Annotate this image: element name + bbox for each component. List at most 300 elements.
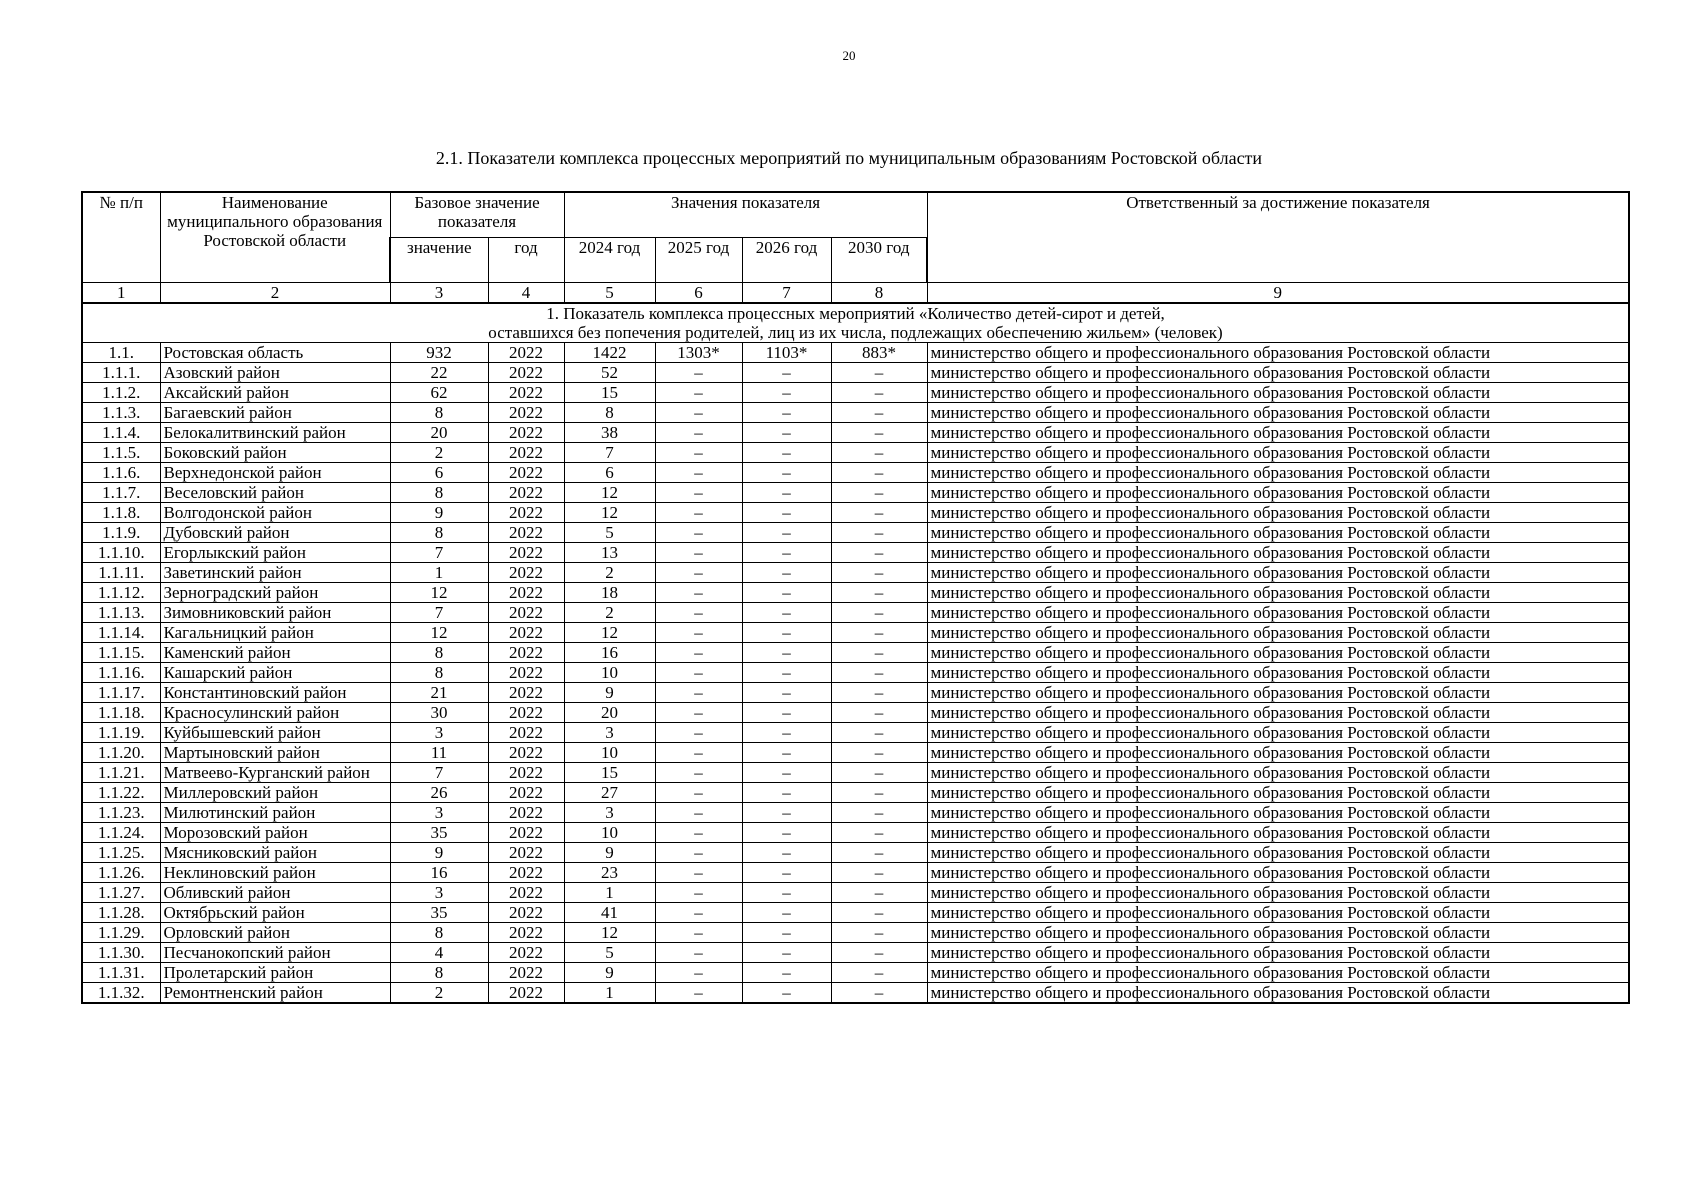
- table-row: [82, 483, 1629, 503]
- header-name: Наименование муниципального образования Ростовской области: [160, 192, 390, 283]
- responsible: министерство общего и профессионального образования Ростовской области: [927, 363, 1629, 383]
- responsible: министерство общего и профессионального образования Ростовской области: [927, 923, 1629, 943]
- district-name: Орловский район: [160, 923, 390, 943]
- responsible: министерство общего и профессионального образования Ростовской области: [927, 483, 1629, 503]
- responsible: министерство общего и профессионального образования Ростовской области: [927, 583, 1629, 603]
- value-2030: –: [831, 823, 927, 843]
- value-2026: –: [742, 863, 831, 883]
- district-name: Мясниковский район: [160, 843, 390, 863]
- base-value: 2: [390, 443, 488, 463]
- base-year: 2022: [488, 963, 564, 983]
- value-2025: –: [655, 963, 742, 983]
- base-year: 2022: [488, 823, 564, 843]
- value-2024: 23: [564, 863, 655, 883]
- district-name: Ремонтненский район: [160, 983, 390, 1004]
- table-row: [82, 363, 1629, 383]
- header-2026: 2026 год: [742, 238, 831, 283]
- row-number: 1.1.3.: [82, 403, 160, 423]
- value-2030: –: [831, 363, 927, 383]
- value-2030: –: [831, 403, 927, 423]
- value-2025: –: [655, 563, 742, 583]
- value-2026: –: [742, 983, 831, 1004]
- responsible: министерство общего и профессионального образования Ростовской области: [927, 803, 1629, 823]
- section-title-line-1: 1. Показатель комплекса процессных мероприятий «Количество детей-сирот и детей,: [546, 304, 1165, 323]
- row-number: 1.1.24.: [82, 823, 160, 843]
- value-2025: –: [655, 683, 742, 703]
- base-value: 8: [390, 643, 488, 663]
- base-year: 2022: [488, 883, 564, 903]
- row-number: 1.1.11.: [82, 563, 160, 583]
- value-2025: –: [655, 663, 742, 683]
- row-number: 1.1.30.: [82, 943, 160, 963]
- value-2030: –: [831, 723, 927, 743]
- base-year: 2022: [488, 383, 564, 403]
- district-name: Неклиновский район: [160, 863, 390, 883]
- table-row: [82, 603, 1629, 623]
- value-2030: –: [831, 983, 927, 1004]
- row-number: 1.1.14.: [82, 623, 160, 643]
- district-name: Заветинский район: [160, 563, 390, 583]
- district-name: Багаевский район: [160, 403, 390, 423]
- table-row: [82, 963, 1629, 983]
- value-2026: –: [742, 443, 831, 463]
- value-2024: 1422: [564, 343, 655, 363]
- row-number: 1.1.13.: [82, 603, 160, 623]
- table-row: [82, 383, 1629, 403]
- base-value: 932: [390, 343, 488, 363]
- value-2024: 5: [564, 523, 655, 543]
- responsible: министерство общего и профессионального образования Ростовской области: [927, 843, 1629, 863]
- value-2026: –: [742, 943, 831, 963]
- base-year: 2022: [488, 403, 564, 423]
- responsible: министерство общего и профессионального образования Ростовской области: [927, 423, 1629, 443]
- value-2024: 12: [564, 483, 655, 503]
- col-number: 2: [160, 283, 390, 304]
- table-row: [82, 423, 1629, 443]
- district-name: Обливский район: [160, 883, 390, 903]
- base-value: 7: [390, 603, 488, 623]
- base-value: 12: [390, 623, 488, 643]
- base-value: 11: [390, 743, 488, 763]
- base-year: 2022: [488, 363, 564, 383]
- value-2024: 15: [564, 763, 655, 783]
- col-number: 4: [488, 283, 564, 304]
- base-value: 26: [390, 783, 488, 803]
- value-2026: –: [742, 563, 831, 583]
- base-value: 22: [390, 363, 488, 383]
- value-2026: –: [742, 623, 831, 643]
- value-2026: –: [742, 803, 831, 823]
- table-row: [82, 843, 1629, 863]
- base-value: 16: [390, 863, 488, 883]
- row-number: 1.1.12.: [82, 583, 160, 603]
- table-body: [82, 303, 1629, 1003]
- value-2024: 15: [564, 383, 655, 403]
- row-number: 1.1.4.: [82, 423, 160, 443]
- value-2030: –: [831, 483, 927, 503]
- value-2024: 10: [564, 663, 655, 683]
- value-2025: –: [655, 923, 742, 943]
- responsible: министерство общего и профессионального образования Ростовской области: [927, 503, 1629, 523]
- value-2030: –: [831, 643, 927, 663]
- value-2025: –: [655, 443, 742, 463]
- base-year: 2022: [488, 783, 564, 803]
- value-2026: –: [742, 703, 831, 723]
- value-2025: –: [655, 543, 742, 563]
- row-number: 1.1.25.: [82, 843, 160, 863]
- value-2024: 18: [564, 583, 655, 603]
- value-2024: 12: [564, 923, 655, 943]
- header-base-year: год: [488, 238, 564, 283]
- responsible: министерство общего и профессионального образования Ростовской области: [927, 463, 1629, 483]
- value-2026: –: [742, 843, 831, 863]
- responsible: министерство общего и профессионального образования Ростовской области: [927, 683, 1629, 703]
- base-value: 3: [390, 883, 488, 903]
- row-number: 1.1.7.: [82, 483, 160, 503]
- value-2030: –: [831, 543, 927, 563]
- row-number: 1.1.26.: [82, 863, 160, 883]
- value-2025: –: [655, 783, 742, 803]
- value-2024: 6: [564, 463, 655, 483]
- responsible: министерство общего и профессионального образования Ростовской области: [927, 623, 1629, 643]
- value-2025: –: [655, 803, 742, 823]
- district-name: Миллеровский район: [160, 783, 390, 803]
- value-2025: –: [655, 763, 742, 783]
- value-2024: 12: [564, 623, 655, 643]
- value-2030: –: [831, 843, 927, 863]
- responsible: министерство общего и профессионального образования Ростовской области: [927, 643, 1629, 663]
- table-row: [82, 723, 1629, 743]
- value-2025: –: [655, 743, 742, 763]
- responsible: министерство общего и профессионального образования Ростовской области: [927, 963, 1629, 983]
- header-2030: 2030 год: [831, 238, 927, 283]
- value-2024: 7: [564, 443, 655, 463]
- value-2030: –: [831, 503, 927, 523]
- value-2026: –: [742, 723, 831, 743]
- row-number: 1.1.32.: [82, 983, 160, 1004]
- value-2030: –: [831, 803, 927, 823]
- value-2026: –: [742, 363, 831, 383]
- responsible: министерство общего и профессионального образования Ростовской области: [927, 743, 1629, 763]
- value-2025: –: [655, 883, 742, 903]
- col-number: 5: [564, 283, 655, 304]
- value-2026: –: [742, 463, 831, 483]
- header-2024: 2024 год: [564, 238, 655, 283]
- value-2024: 2: [564, 563, 655, 583]
- responsible: министерство общего и профессионального образования Ростовской области: [927, 563, 1629, 583]
- col-number: 3: [390, 283, 488, 304]
- row-number: 1.1.15.: [82, 643, 160, 663]
- col-number: 8: [831, 283, 927, 304]
- value-2024: 16: [564, 643, 655, 663]
- base-value: 8: [390, 963, 488, 983]
- value-2026: –: [742, 523, 831, 543]
- section-title: [82, 303, 1629, 343]
- value-2030: –: [831, 923, 927, 943]
- row-number: 1.1.16.: [82, 663, 160, 683]
- responsible: министерство общего и профессионального образования Ростовской области: [927, 603, 1629, 623]
- value-2025: –: [655, 383, 742, 403]
- value-2024: 10: [564, 823, 655, 843]
- header-base-value: значение: [390, 238, 488, 283]
- table-row: [82, 923, 1629, 943]
- base-value: 7: [390, 543, 488, 563]
- district-name: Константиновский район: [160, 683, 390, 703]
- value-2025: –: [655, 423, 742, 443]
- base-year: 2022: [488, 443, 564, 463]
- table-row: [82, 863, 1629, 883]
- row-number: 1.1.19.: [82, 723, 160, 743]
- base-value: 12: [390, 583, 488, 603]
- base-value: 8: [390, 923, 488, 943]
- table-row: [82, 763, 1629, 783]
- value-2024: 9: [564, 843, 655, 863]
- table-row: [82, 523, 1629, 543]
- responsible: министерство общего и профессионального образования Ростовской области: [927, 343, 1629, 363]
- responsible: министерство общего и профессионального образования Ростовской области: [927, 883, 1629, 903]
- base-value: 8: [390, 483, 488, 503]
- value-2030: –: [831, 683, 927, 703]
- value-2024: 8: [564, 403, 655, 423]
- value-2024: 2: [564, 603, 655, 623]
- base-value: 20: [390, 423, 488, 443]
- row-number: 1.1.9.: [82, 523, 160, 543]
- table-row: [82, 443, 1629, 463]
- value-2026: –: [742, 923, 831, 943]
- table-row: [82, 743, 1629, 763]
- responsible: министерство общего и профессионального образования Ростовской области: [927, 383, 1629, 403]
- table-row: [82, 783, 1629, 803]
- row-number: 1.1.29.: [82, 923, 160, 943]
- table-row: [82, 563, 1629, 583]
- base-value: 6: [390, 463, 488, 483]
- base-value: 35: [390, 823, 488, 843]
- base-value: 1: [390, 563, 488, 583]
- base-year: 2022: [488, 503, 564, 523]
- district-name: Кагальницкий район: [160, 623, 390, 643]
- value-2026: –: [742, 663, 831, 683]
- table-row: [82, 703, 1629, 723]
- table-row: [82, 583, 1629, 603]
- value-2030: –: [831, 463, 927, 483]
- table-row: [82, 903, 1629, 923]
- value-2026: –: [742, 383, 831, 403]
- value-2030: –: [831, 763, 927, 783]
- table-row: [82, 823, 1629, 843]
- base-value: 62: [390, 383, 488, 403]
- district-name: Ростовская область: [160, 343, 390, 363]
- responsible: министерство общего и профессионального образования Ростовской области: [927, 703, 1629, 723]
- base-year: 2022: [488, 343, 564, 363]
- table-row: [82, 463, 1629, 483]
- value-2024: 41: [564, 903, 655, 923]
- table-row: [82, 623, 1629, 643]
- base-year: 2022: [488, 563, 564, 583]
- row-number: 1.1.6.: [82, 463, 160, 483]
- district-name: Зимовниковский район: [160, 603, 390, 623]
- value-2026: 1103*: [742, 343, 831, 363]
- base-value: 7: [390, 763, 488, 783]
- table-row: [82, 543, 1629, 563]
- base-value: 8: [390, 523, 488, 543]
- header-values: Значения показателя: [564, 192, 927, 238]
- base-year: 2022: [488, 483, 564, 503]
- district-name: Егорлыкский район: [160, 543, 390, 563]
- row-number: 1.1.28.: [82, 903, 160, 923]
- district-name: Пролетарский район: [160, 963, 390, 983]
- base-value: 2: [390, 983, 488, 1004]
- value-2026: –: [742, 743, 831, 763]
- col-number: 1: [82, 283, 160, 304]
- base-value: 3: [390, 723, 488, 743]
- district-name: Морозовский район: [160, 823, 390, 843]
- header-num: № п/п: [82, 192, 160, 283]
- base-year: 2022: [488, 703, 564, 723]
- row-number: 1.1.: [82, 343, 160, 363]
- row-number: 1.1.17.: [82, 683, 160, 703]
- value-2030: –: [831, 383, 927, 403]
- value-2030: –: [831, 863, 927, 883]
- base-value: 30: [390, 703, 488, 723]
- value-2026: –: [742, 423, 831, 443]
- header-responsible: Ответственный за достижение показателя: [927, 192, 1629, 283]
- district-name: Волгодонской район: [160, 503, 390, 523]
- table-row: [82, 883, 1629, 903]
- value-2030: –: [831, 903, 927, 923]
- table-row: [82, 643, 1629, 663]
- col-number: 9: [927, 283, 1629, 304]
- value-2025: –: [655, 843, 742, 863]
- table-row: [82, 503, 1629, 523]
- responsible: министерство общего и профессионального образования Ростовской области: [927, 903, 1629, 923]
- value-2030: –: [831, 603, 927, 623]
- base-year: 2022: [488, 603, 564, 623]
- value-2026: –: [742, 483, 831, 503]
- value-2025: –: [655, 863, 742, 883]
- value-2026: –: [742, 603, 831, 623]
- base-year: 2022: [488, 643, 564, 663]
- header-base: Базовое значение показателя: [390, 192, 564, 238]
- value-2030: –: [831, 943, 927, 963]
- col-number: 6: [655, 283, 742, 304]
- base-value: 8: [390, 663, 488, 683]
- value-2030: –: [831, 443, 927, 463]
- value-2030: –: [831, 623, 927, 643]
- value-2026: –: [742, 403, 831, 423]
- base-year: 2022: [488, 683, 564, 703]
- value-2025: –: [655, 463, 742, 483]
- value-2030: –: [831, 523, 927, 543]
- value-2025: –: [655, 603, 742, 623]
- district-name: Октябрьский район: [160, 903, 390, 923]
- value-2024: 5: [564, 943, 655, 963]
- value-2025: –: [655, 623, 742, 643]
- district-name: Веселовский район: [160, 483, 390, 503]
- table-row: [82, 343, 1629, 363]
- district-name: Куйбышевский район: [160, 723, 390, 743]
- base-year: 2022: [488, 983, 564, 1004]
- table-row: [82, 663, 1629, 683]
- value-2024: 1: [564, 883, 655, 903]
- district-name: Белокалитвинский район: [160, 423, 390, 443]
- base-year: 2022: [488, 763, 564, 783]
- row-number: 1.1.22.: [82, 783, 160, 803]
- district-name: Азовский район: [160, 363, 390, 383]
- table-row: [82, 943, 1629, 963]
- value-2025: –: [655, 943, 742, 963]
- value-2025: –: [655, 723, 742, 743]
- base-year: 2022: [488, 863, 564, 883]
- responsible: министерство общего и профессионального образования Ростовской области: [927, 823, 1629, 843]
- base-value: 21: [390, 683, 488, 703]
- value-2024: 52: [564, 363, 655, 383]
- value-2025: –: [655, 403, 742, 423]
- header-2025: 2025 год: [655, 238, 742, 283]
- base-year: 2022: [488, 903, 564, 923]
- base-year: 2022: [488, 803, 564, 823]
- value-2030: –: [831, 883, 927, 903]
- value-2025: –: [655, 483, 742, 503]
- row-number: 1.1.10.: [82, 543, 160, 563]
- base-year: 2022: [488, 743, 564, 763]
- value-2024: 9: [564, 683, 655, 703]
- district-name: Кашарский район: [160, 663, 390, 683]
- indicators-table: [81, 191, 1630, 1004]
- value-2025: –: [655, 503, 742, 523]
- responsible: министерство общего и профессионального образования Ростовской области: [927, 663, 1629, 683]
- district-name: Верхнедонской район: [160, 463, 390, 483]
- responsible: министерство общего и профессионального образования Ростовской области: [927, 543, 1629, 563]
- value-2024: 13: [564, 543, 655, 563]
- base-year: 2022: [488, 723, 564, 743]
- value-2030: –: [831, 423, 927, 443]
- table-row: [82, 983, 1629, 1004]
- base-value: 8: [390, 403, 488, 423]
- table-row: [82, 683, 1629, 703]
- responsible: министерство общего и профессионального образования Ростовской области: [927, 443, 1629, 463]
- value-2025: –: [655, 583, 742, 603]
- responsible: министерство общего и профессионального образования Ростовской области: [927, 783, 1629, 803]
- value-2025: –: [655, 903, 742, 923]
- base-year: 2022: [488, 523, 564, 543]
- value-2026: –: [742, 883, 831, 903]
- row-number: 1.1.20.: [82, 743, 160, 763]
- value-2025: –: [655, 363, 742, 383]
- district-name: Мартыновский район: [160, 743, 390, 763]
- value-2024: 3: [564, 723, 655, 743]
- value-2025: –: [655, 983, 742, 1004]
- base-year: 2022: [488, 463, 564, 483]
- value-2026: –: [742, 903, 831, 923]
- value-2026: –: [742, 543, 831, 563]
- district-name: Песчанокопский район: [160, 943, 390, 963]
- value-2030: –: [831, 743, 927, 763]
- row-number: 1.1.18.: [82, 703, 160, 723]
- responsible: министерство общего и профессионального образования Ростовской области: [927, 523, 1629, 543]
- base-year: 2022: [488, 623, 564, 643]
- value-2026: –: [742, 503, 831, 523]
- value-2026: –: [742, 763, 831, 783]
- responsible: министерство общего и профессионального образования Ростовской области: [927, 403, 1629, 423]
- value-2024: 9: [564, 963, 655, 983]
- base-value: 4: [390, 943, 488, 963]
- page-number: 20: [842, 48, 856, 63]
- value-2026: –: [742, 683, 831, 703]
- row-number: 1.1.27.: [82, 883, 160, 903]
- base-value: 9: [390, 843, 488, 863]
- responsible: министерство общего и профессионального образования Ростовской области: [927, 723, 1629, 743]
- base-value: 35: [390, 903, 488, 923]
